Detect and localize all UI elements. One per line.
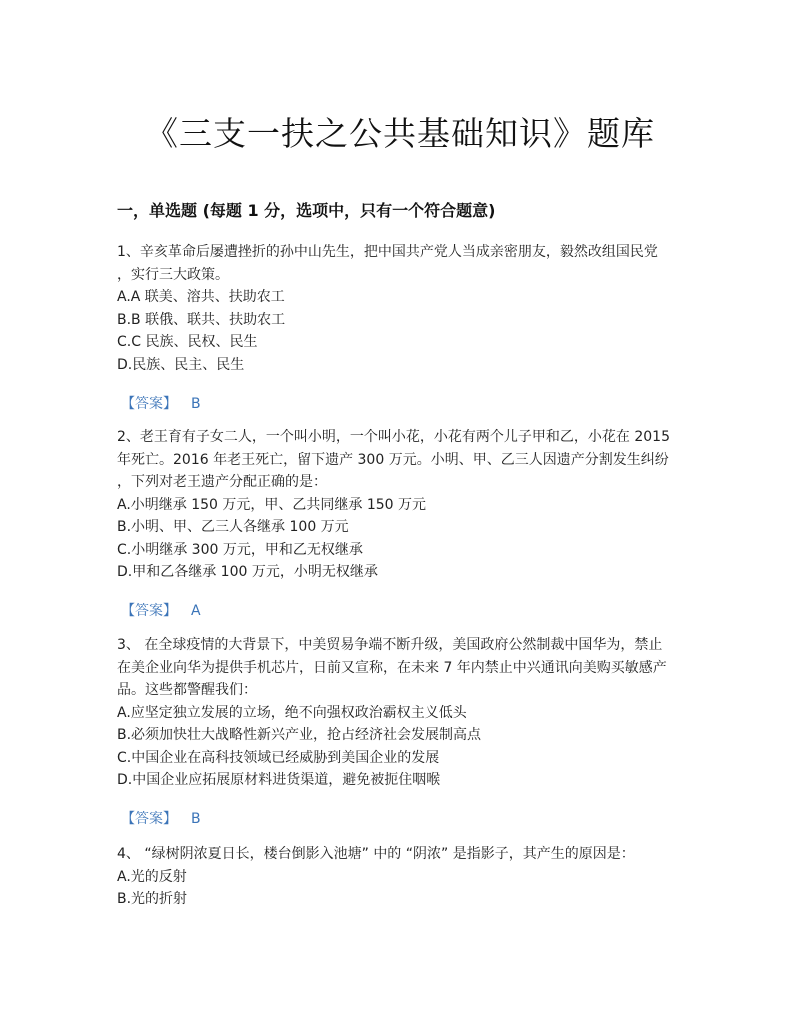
option-c: C.小明继承 300 万元，甲和乙无权继承	[117, 541, 363, 558]
option-d: D.中国企业应拓展原材料进货渠道，避免被扼住咽喉	[117, 772, 441, 788]
question-1	[117, 241, 687, 376]
option-a: A.应坚定独立发展的立场，绝不向强权政治霸权主义低头	[117, 704, 467, 721]
option-a: A.A 联美、溶共、扶助农工	[117, 289, 285, 305]
answer-2	[121, 600, 201, 620]
option-b: B.B 联俄、联共、扶助农工	[117, 311, 286, 328]
option-d: D.民族、民主、民生	[117, 356, 245, 373]
answer-3	[121, 808, 201, 828]
question-stem-line: 品。这些都警醒我们：	[117, 682, 257, 698]
question-stem-line: 3、 在全球疫情的大背景下，中美贸易争端不断升级，美国政府公然制裁中国华为，禁止	[117, 637, 663, 653]
page-title: 《三支一扶之公共基础知识》题库	[145, 114, 655, 153]
option-b: B.光的折射	[117, 891, 188, 907]
question-stem-line: 年死亡。2016 年老王死亡，留下遗产 300 万元。小明、甲、乙三人因遗产分割发生纠纷	[117, 451, 669, 468]
option-b: B.必须加快壮大战略性新兴产业，抢占经济社会发展制高点	[117, 727, 482, 743]
option-b: B.小明、甲、乙三人各继承 100 万元	[117, 519, 349, 535]
question-stem-line: 1、辛亥革命后屡遭挫折的孙中山先生，把中国共产党人当成亲密朋友，毅然改组国民党	[117, 244, 658, 260]
question-2	[117, 426, 687, 584]
answer-value: A	[191, 603, 201, 619]
option-a: A.光的反射	[117, 868, 187, 885]
option-d: D.甲和乙各继承 100 万元，小明无权继承	[117, 564, 378, 580]
question-stem-line: 4、 “绿树阴浓夏日长，楼台倒影入池塘” 中的 “阴浓” 是指影子，其产生的原因是：	[117, 846, 635, 862]
question-4	[117, 843, 687, 911]
question-stem-line: 在美企业向华为提供手机芯片，日前又宣称，在未来 7 年内禁止中兴通讯向美购买敏感产	[117, 659, 667, 676]
answer-value: B	[191, 811, 201, 827]
section-heading: 一，单选题 (每题 1 分，选项中，只有一个符合题意)	[117, 201, 496, 220]
question-stem-line: ，实行三大政策。	[117, 266, 229, 283]
answer-1	[121, 393, 201, 413]
answer-label: 【答案】	[121, 811, 177, 827]
question-stem-line: ，下列对老王遗产分配正确的是：	[117, 474, 327, 490]
question-stem-line: 2、老王育有子女二人，一个叫小明，一个叫小花，小花有两个儿子甲和乙，小花在 2015	[117, 429, 670, 445]
option-c: C.中国企业在高科技领域已经威胁到美国企业的发展	[117, 749, 440, 766]
answer-label: 【答案】	[121, 603, 177, 619]
option-c: C.C 民族、民权、民生	[117, 334, 258, 350]
question-3	[117, 634, 687, 792]
answer-value: B	[191, 396, 201, 412]
answer-label: 【答案】	[121, 396, 177, 412]
option-a: A.小明继承 150 万元，甲、乙共同继承 150 万元	[117, 496, 427, 513]
